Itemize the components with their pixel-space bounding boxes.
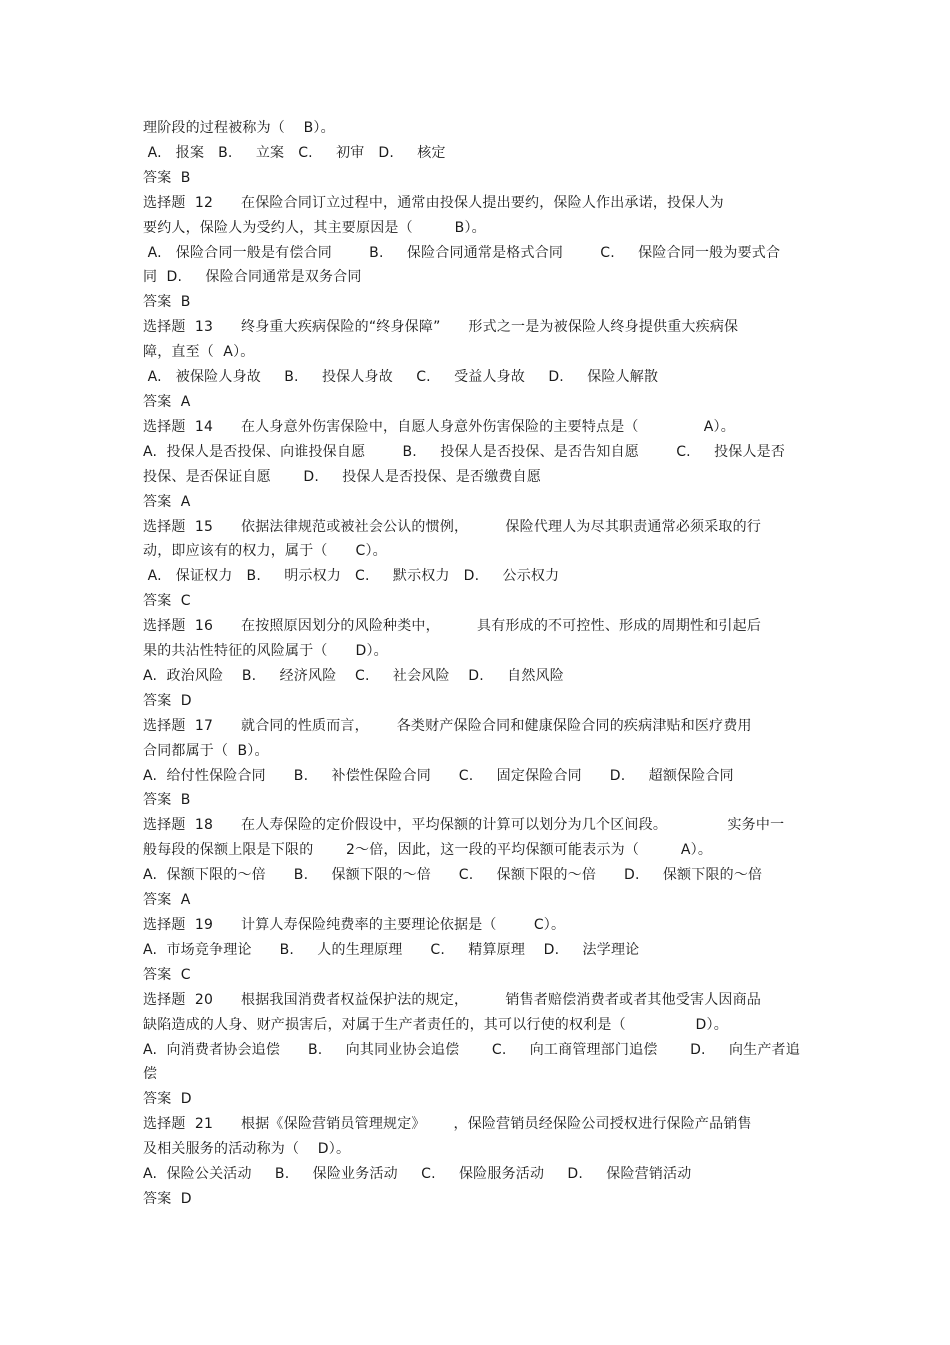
text-line: 要约人，保险人为受约人，其主要原因是（ B）。 [143, 219, 486, 236]
text-line: 缺陷造成的人身、财产损害后，对属于生产者责任的，其可以行使的权利是（ D）。 [143, 1016, 728, 1033]
text-line: 合同都属于（ B）。 [143, 742, 269, 759]
answer-options: A. 保额下限的～倍 B. 保额下限的～倍 C. 保额下限的～倍 D. 保额下限的～倍 [143, 867, 763, 884]
text-line: 障，直至（ A）。 [143, 344, 255, 361]
answer-key: 答案 A [143, 892, 191, 909]
answer-key: 答案 A [143, 493, 191, 510]
answer-options: A. 保证权力 B. 明示权力 C. 默示权力 D. 公示权力 [143, 568, 560, 585]
question-18: 选择题 18 在人寿保险的定价假设中，平均保额的计算可以划分为几个区间段。 实务中一 [143, 817, 785, 834]
answer-options: A. 报案 B. 立案 C. 初审 D. 核定 [143, 144, 446, 161]
answer-options: A. 向消费者协会追偿 B. 向其同业协会追偿 C. 向工商管理部门追偿 D. 向生产者追 [143, 1041, 800, 1058]
answer-options: A. 给付性保险合同 B. 补偿性保险合同 C. 固定保险合同 D. 超额保险合同 [143, 767, 734, 784]
answer-options: 偿 [143, 1066, 158, 1083]
question-14: 选择题 14 在人身意外伤害保险中，自愿人身意外伤害保险的主要特点是（ A）。 [143, 418, 735, 435]
text-line: 理阶段的过程被称为（ B）。 [143, 120, 335, 136]
answer-key: 答案 B [143, 169, 191, 186]
answer-key: 答案 C [143, 593, 191, 610]
answer-key: 答案 D [143, 1091, 192, 1108]
answer-key: 答案 D [143, 1190, 192, 1207]
question-13: 选择题 13 终身重大疾病保险的“终身保障” 形式之一是为被保险人终身提供重大疾病保 [143, 319, 739, 336]
answer-options: A. 政治风险 B. 经济风险 C. 社会风险 D. 自然风险 [143, 667, 564, 684]
question-12: 选择题 12 在保险合同订立过程中，通常由投保人提出要约，保险人作出承诺，投保人为 [143, 194, 724, 211]
answer-key: 答案 B [143, 792, 191, 809]
answer-key: 答案 A [143, 393, 191, 410]
text-line: 及相关服务的活动称为（ D）。 [143, 1141, 351, 1158]
text-line: 动，即应该有的权力，属于（ C）。 [143, 543, 387, 560]
question-21: 选择题 21 根据《保险营销员管理规定》 ，保险营销员经保险公司授权进行保险产品销售 [143, 1116, 752, 1133]
answer-options: A. 保险公关活动 B. 保险业务活动 C. 保险服务活动 D. 保险营销活动 [143, 1166, 692, 1183]
text-line: 般每段的保额上限是下限的 2～倍，因此，这一段的平均保额可能表示为（ A）。 [143, 842, 713, 859]
answer-options: A. 市场竞争理论 B. 人的生理原理 C. 精算原理 D. 法学理论 [143, 941, 640, 958]
answer-options: A. 保险合同一般是有偿合同 B. 保险合同通常是格式合同 C. 保险合同一般为要式合 [143, 244, 781, 261]
answer-options: A. 投保人是否投保、向谁投保自愿 B. 投保人是否投保、是否告知自愿 C. 投保人是否 [143, 443, 786, 460]
question-20: 选择题 20 根据我国消费者权益保护法的规定， 销售者赔偿消费者或者其他受害人因商品 [143, 991, 762, 1008]
question-17: 选择题 17 就合同的性质而言， 各类财产保险合同和健康保险合同的疾病津贴和医疗费用 [143, 717, 752, 734]
question-list [143, 116, 823, 1212]
answer-options: 同 D. 保险合同通常是双务合同 [143, 269, 362, 286]
answer-key: 答案 D [143, 692, 192, 709]
answer-key: 答案 B [143, 294, 191, 311]
question-16: 选择题 16 在按照原因划分的风险种类中， 具有形成的不可控性、形成的周期性和引起后 [143, 618, 762, 635]
answer-options: 投保、是否保证自愿 D. 投保人是否投保、是否缴费自愿 [143, 468, 542, 485]
question-19: 选择题 19 计算人寿保险纯费率的主要理论依据是（ C）。 [143, 917, 566, 933]
text-line: 果的共沾性特征的风险属于（ D）。 [143, 643, 388, 660]
answer-key: 答案 C [143, 966, 191, 983]
question-15: 选择题 15 依据法律规范或被社会公认的惯例， 保险代理人为尽其职责通常必须采取的行 [143, 518, 762, 535]
answer-options: A. 被保险人身故 B. 投保人身故 C. 受益人身故 D. 保险人解散 [143, 369, 659, 386]
